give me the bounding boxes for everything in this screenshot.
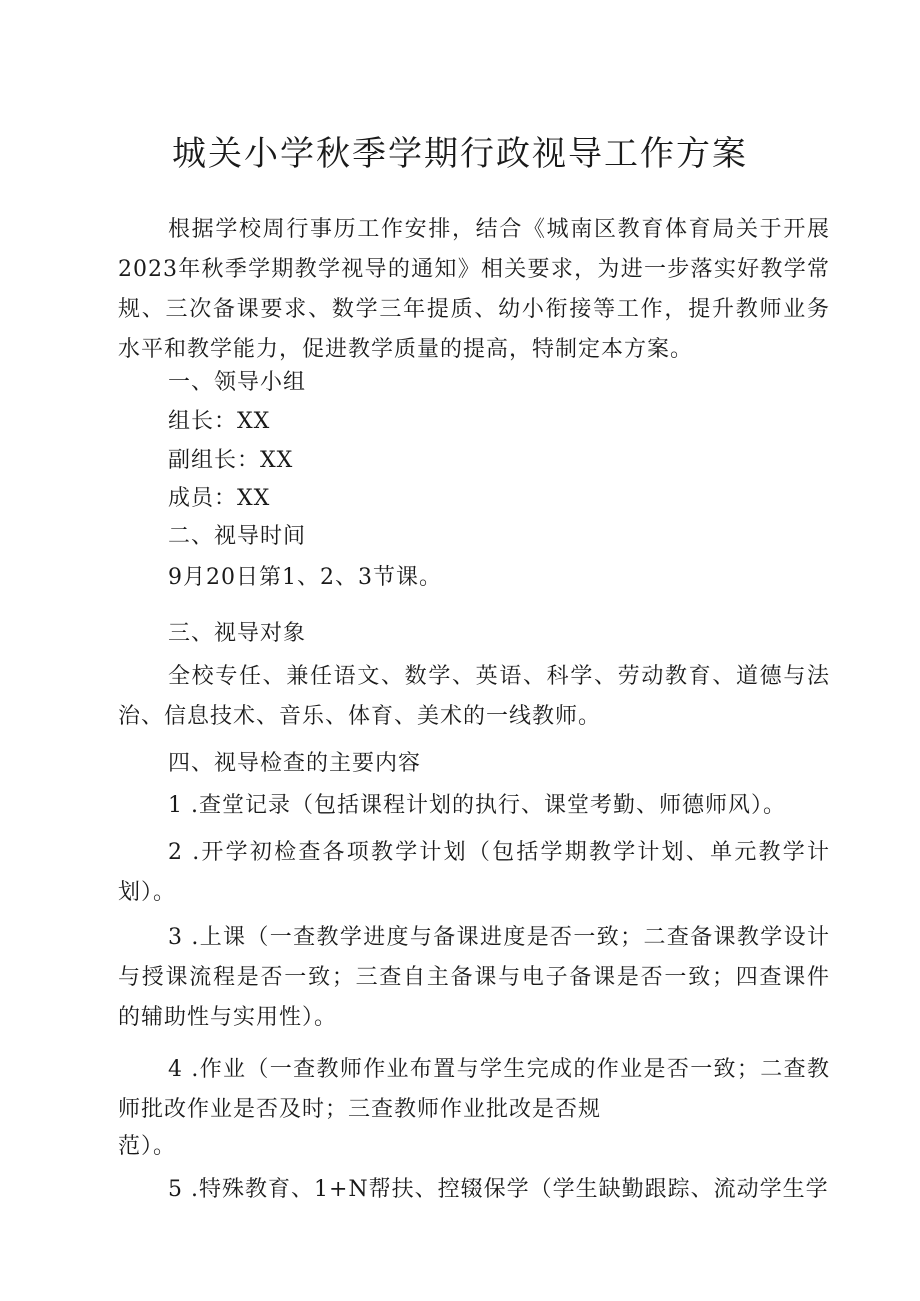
- item-5: 5 .特殊教育、1+N帮扶、控辍保学（学生缺勤跟踪、流动学生学: [168, 1177, 829, 1202]
- item-3: 3 .上课（一查教学进度与备课进度是否一致；二查备课教学设计与授课流程是否一致；三查自主备课与电子备课是否一致；四查课件的辅助性与实用性）。: [118, 925, 830, 1030]
- deputy-leader-line: 副组长：XX: [168, 448, 294, 473]
- section1-heading: 一、领导小组: [168, 370, 307, 395]
- leader-line: 组长：XX: [168, 409, 271, 434]
- item-4: 4 .作业（一查教师作业布置与学生完成的作业是否一致；二查教师批改作业是否及时；三查教师作业批改是否规: [118, 1057, 830, 1122]
- document-title: 城关小学秋季学期行政视导工作方案: [172, 134, 748, 174]
- time-line: 9月20日第1、2、3节课。: [168, 565, 442, 590]
- item-2: 2 .开学初检查各项教学计划（包括学期教学计划、单元教学计划）。: [118, 840, 830, 905]
- item-4-continuation: 范）。: [118, 1134, 177, 1159]
- section2-heading: 二、视导时间: [168, 524, 307, 549]
- item-1: 1 .查堂记录（包括课程计划的执行、课堂考勤、师德师风）。: [168, 793, 786, 818]
- section4-heading: 四、视导检查的主要内容: [168, 751, 422, 776]
- targets-paragraph: 全校专任、兼任语文、数学、英语、科学、劳动教育、道德与法治、信息技术、音乐、体育、美术的一线教师。: [118, 664, 830, 729]
- members-line: 成员：XX: [168, 486, 271, 511]
- intro-paragraph: 根据学校周行事历工作安排，结合《城南区教育体育局关于开展2023年秋季学期教学视导的通知》相关要求，为进一步落实好教学常规、三次备课要求、数学三年提质、幼小衔接等工作，提升教师业务水平和教学能力，促进教学质量的提高，特制定本方案。: [118, 217, 830, 362]
- section3-heading: 三、视导对象: [168, 621, 307, 646]
